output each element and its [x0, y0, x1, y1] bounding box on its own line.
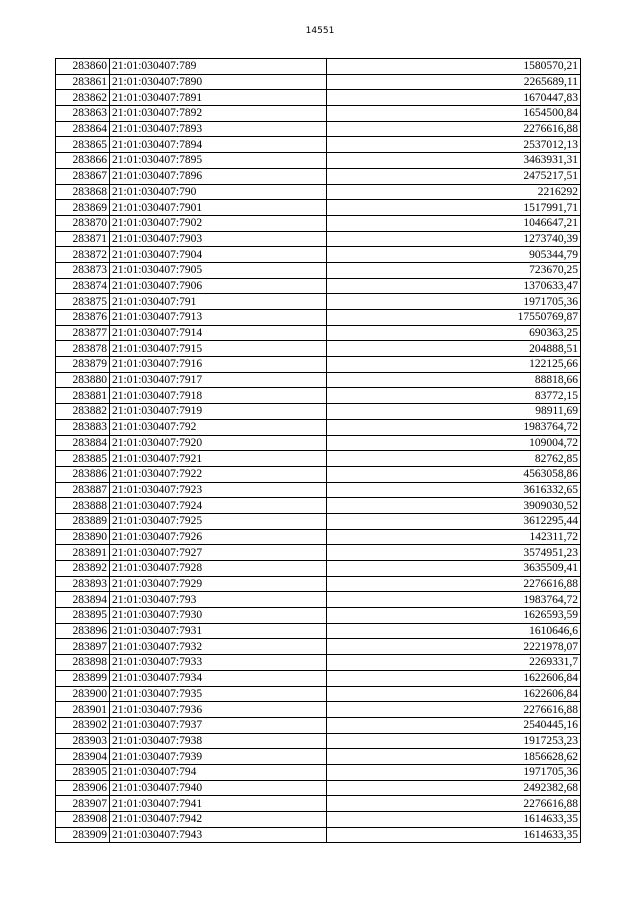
cadastral-value-cell: 1983764,72 [327, 592, 581, 608]
table-row [56, 749, 581, 765]
cadastral-value-cell: 690363,25 [327, 325, 581, 341]
table-row [56, 388, 581, 404]
cadastral-number-cell: 21:01:030407:7917 [110, 372, 327, 388]
cadastral-number-cell: 21:01:030407:7896 [110, 168, 327, 184]
cadastral-number-cell: 21:01:030407:791 [110, 294, 327, 310]
cadastral-number-cell: 21:01:030407:7929 [110, 576, 327, 592]
cadastral-number-cell: 21:01:030407:789 [110, 59, 327, 75]
cadastral-value-table [55, 58, 581, 843]
cadastral-number-cell: 21:01:030407:7933 [110, 655, 327, 671]
cadastral-number-cell: 21:01:030407:7940 [110, 780, 327, 796]
cadastral-number-cell: 21:01:030407:7890 [110, 74, 327, 90]
cadastral-value-cell: 1622606,84 [327, 686, 581, 702]
table-row [56, 670, 581, 686]
row-number-cell: 283861 [56, 74, 110, 90]
cadastral-value-cell: 2537012,13 [327, 137, 581, 153]
cadastral-value-cell: 1046647,21 [327, 215, 581, 231]
row-number-cell: 283890 [56, 529, 110, 545]
row-number-cell: 283887 [56, 482, 110, 498]
cadastral-value-cell: 1273740,39 [327, 231, 581, 247]
row-number-cell: 283864 [56, 121, 110, 137]
cadastral-number-cell: 21:01:030407:7922 [110, 466, 327, 482]
row-number-cell: 283862 [56, 90, 110, 106]
row-number-cell: 283885 [56, 451, 110, 467]
cadastral-number-cell: 21:01:030407:7895 [110, 153, 327, 169]
table-row [56, 90, 581, 106]
row-number-cell: 283896 [56, 623, 110, 639]
row-number-cell: 283901 [56, 702, 110, 718]
row-number-cell: 283867 [56, 168, 110, 184]
cadastral-value-cell: 83772,15 [327, 388, 581, 404]
table-row [56, 168, 581, 184]
row-number-cell: 283871 [56, 231, 110, 247]
table-row [56, 529, 581, 545]
table-row [56, 325, 581, 341]
cadastral-number-cell: 21:01:030407:7926 [110, 529, 327, 545]
table-row [56, 466, 581, 482]
cadastral-value-cell: 3612295,44 [327, 513, 581, 529]
cadastral-number-cell: 21:01:030407:7939 [110, 749, 327, 765]
cadastral-value-cell: 2475217,51 [327, 168, 581, 184]
table-row [56, 702, 581, 718]
row-number-cell: 283879 [56, 357, 110, 373]
cadastral-number-cell: 21:01:030407:7935 [110, 686, 327, 702]
cadastral-number-cell: 21:01:030407:792 [110, 419, 327, 435]
row-number-cell: 283863 [56, 106, 110, 122]
cadastral-number-cell: 21:01:030407:7892 [110, 106, 327, 122]
row-number-cell: 283908 [56, 812, 110, 828]
cadastral-number-cell: 21:01:030407:7938 [110, 733, 327, 749]
cadastral-number-cell: 21:01:030407:7904 [110, 247, 327, 263]
cadastral-value-cell: 1971705,36 [327, 764, 581, 780]
row-number-cell: 283866 [56, 153, 110, 169]
table-row [56, 812, 581, 828]
row-number-cell: 283869 [56, 200, 110, 216]
row-number-cell: 283884 [56, 435, 110, 451]
cadastral-value-cell: 2221978,07 [327, 639, 581, 655]
row-number-cell: 283898 [56, 655, 110, 671]
cadastral-number-cell: 21:01:030407:7928 [110, 561, 327, 577]
cadastral-value-cell: 1983764,72 [327, 419, 581, 435]
row-number-cell: 283894 [56, 592, 110, 608]
cadastral-number-cell: 21:01:030407:7931 [110, 623, 327, 639]
cadastral-value-cell: 723670,25 [327, 262, 581, 278]
cadastral-value-cell: 2269331,7 [327, 655, 581, 671]
row-number-cell: 283875 [56, 294, 110, 310]
table-row [56, 545, 581, 561]
cadastral-number-cell: 21:01:030407:7942 [110, 812, 327, 828]
table-row [56, 372, 581, 388]
cadastral-number-cell: 21:01:030407:7923 [110, 482, 327, 498]
cadastral-number-cell: 21:01:030407:7918 [110, 388, 327, 404]
cadastral-value-cell: 3574951,23 [327, 545, 581, 561]
cadastral-number-cell: 21:01:030407:7893 [110, 121, 327, 137]
table-row [56, 561, 581, 577]
cadastral-number-cell: 21:01:030407:7925 [110, 513, 327, 529]
table-row [56, 200, 581, 216]
cadastral-value-cell: 1971705,36 [327, 294, 581, 310]
table-row [56, 419, 581, 435]
table-row [56, 764, 581, 780]
table-row [56, 106, 581, 122]
cadastral-value-cell: 1654500,84 [327, 106, 581, 122]
table-row [56, 608, 581, 624]
cadastral-number-cell: 21:01:030407:793 [110, 592, 327, 608]
cadastral-number-cell: 21:01:030407:7903 [110, 231, 327, 247]
row-number-cell: 283873 [56, 262, 110, 278]
row-number-cell: 283889 [56, 513, 110, 529]
row-number-cell: 283905 [56, 764, 110, 780]
table-row [56, 451, 581, 467]
cadastral-value-cell: 82762,85 [327, 451, 581, 467]
row-number-cell: 283893 [56, 576, 110, 592]
cadastral-value-cell: 204888,51 [327, 341, 581, 357]
row-number-cell: 283904 [56, 749, 110, 765]
row-number-cell: 283900 [56, 686, 110, 702]
cadastral-number-cell: 21:01:030407:7927 [110, 545, 327, 561]
cadastral-number-cell: 21:01:030407:790 [110, 184, 327, 200]
row-number-cell: 283899 [56, 670, 110, 686]
cadastral-number-cell: 21:01:030407:7905 [110, 262, 327, 278]
cadastral-number-cell: 21:01:030407:7906 [110, 278, 327, 294]
row-number-cell: 283886 [56, 466, 110, 482]
cadastral-value-cell: 2265689,11 [327, 74, 581, 90]
row-number-cell: 283902 [56, 717, 110, 733]
row-number-cell: 283895 [56, 608, 110, 624]
table-row [56, 74, 581, 90]
table-row [56, 137, 581, 153]
cadastral-number-cell: 21:01:030407:7913 [110, 310, 327, 326]
row-number-cell: 283876 [56, 310, 110, 326]
cadastral-number-cell: 21:01:030407:7891 [110, 90, 327, 106]
cadastral-number-cell: 21:01:030407:7921 [110, 451, 327, 467]
cadastral-value-cell: 3463931,31 [327, 153, 581, 169]
cadastral-value-cell: 4563058,86 [327, 466, 581, 482]
cadastral-value-cell: 1517991,71 [327, 200, 581, 216]
cadastral-value-cell: 2492382,68 [327, 780, 581, 796]
cadastral-value-cell: 1580570,21 [327, 59, 581, 75]
cadastral-value-cell: 17550769,87 [327, 310, 581, 326]
cadastral-value-cell: 1626593,59 [327, 608, 581, 624]
table-row [56, 686, 581, 702]
table-row [56, 498, 581, 514]
table-row [56, 231, 581, 247]
row-number-cell: 283892 [56, 561, 110, 577]
cadastral-value-cell: 3909030,52 [327, 498, 581, 514]
row-number-cell: 283907 [56, 796, 110, 812]
cadastral-value-cell: 2276616,88 [327, 796, 581, 812]
table-row [56, 404, 581, 420]
row-number-cell: 283897 [56, 639, 110, 655]
cadastral-value-cell: 3635509,41 [327, 561, 581, 577]
cadastral-value-cell: 3616332,65 [327, 482, 581, 498]
table-row [56, 59, 581, 75]
table-row [56, 796, 581, 812]
cadastral-value-cell: 905344,79 [327, 247, 581, 263]
table-row [56, 639, 581, 655]
cadastral-value-cell: 1917253,23 [327, 733, 581, 749]
cadastral-value-cell: 98911,69 [327, 404, 581, 420]
cadastral-value-cell: 109004,72 [327, 435, 581, 451]
table-row [56, 341, 581, 357]
cadastral-number-cell: 21:01:030407:7914 [110, 325, 327, 341]
cadastral-value-cell: 1614633,35 [327, 812, 581, 828]
row-number-cell: 283870 [56, 215, 110, 231]
cadastral-value-cell: 1622606,84 [327, 670, 581, 686]
cadastral-value-cell: 1856628,62 [327, 749, 581, 765]
cadastral-number-cell: 21:01:030407:7901 [110, 200, 327, 216]
cadastral-value-cell: 1670447,83 [327, 90, 581, 106]
cadastral-value-cell: 88818,66 [327, 372, 581, 388]
page-number: 14551 [305, 26, 335, 36]
cadastral-number-cell: 21:01:030407:794 [110, 764, 327, 780]
row-number-cell: 283881 [56, 388, 110, 404]
row-number-cell: 283874 [56, 278, 110, 294]
table-row [56, 294, 581, 310]
cadastral-number-cell: 21:01:030407:7916 [110, 357, 327, 373]
table-row [56, 278, 581, 294]
table-row [56, 215, 581, 231]
table-row [56, 623, 581, 639]
table-row [56, 435, 581, 451]
table-row [56, 121, 581, 137]
cadastral-number-cell: 21:01:030407:7919 [110, 404, 327, 420]
table-row [56, 827, 581, 843]
row-number-cell: 283891 [56, 545, 110, 561]
table-row [56, 592, 581, 608]
cadastral-value-cell: 2276616,88 [327, 121, 581, 137]
row-number-cell: 283868 [56, 184, 110, 200]
cadastral-number-cell: 21:01:030407:7936 [110, 702, 327, 718]
cadastral-number-cell: 21:01:030407:7941 [110, 796, 327, 812]
table-row [56, 576, 581, 592]
cadastral-value-cell: 2540445,16 [327, 717, 581, 733]
row-number-cell: 283882 [56, 404, 110, 420]
table-row [56, 184, 581, 200]
cadastral-value-cell: 2216292 [327, 184, 581, 200]
cadastral-value-cell: 2276616,88 [327, 576, 581, 592]
cadastral-number-cell: 21:01:030407:7934 [110, 670, 327, 686]
table-row [56, 247, 581, 263]
cadastral-value-cell: 122125,66 [327, 357, 581, 373]
cadastral-number-cell: 21:01:030407:7924 [110, 498, 327, 514]
table-row [56, 655, 581, 671]
row-number-cell: 283909 [56, 827, 110, 843]
cadastral-number-cell: 21:01:030407:7943 [110, 827, 327, 843]
row-number-cell: 283878 [56, 341, 110, 357]
row-number-cell: 283888 [56, 498, 110, 514]
row-number-cell: 283903 [56, 733, 110, 749]
cadastral-number-cell: 21:01:030407:7932 [110, 639, 327, 655]
table-row [56, 780, 581, 796]
row-number-cell: 283865 [56, 137, 110, 153]
table-body [56, 59, 581, 843]
cadastral-value-cell: 1614633,35 [327, 827, 581, 843]
cadastral-number-cell: 21:01:030407:7920 [110, 435, 327, 451]
cadastral-number-cell: 21:01:030407:7894 [110, 137, 327, 153]
row-number-cell: 283877 [56, 325, 110, 341]
cadastral-number-cell: 21:01:030407:7937 [110, 717, 327, 733]
table-row [56, 262, 581, 278]
cadastral-value-cell: 1610646,6 [327, 623, 581, 639]
row-number-cell: 283860 [56, 59, 110, 75]
table-row [56, 357, 581, 373]
table-row [56, 717, 581, 733]
cadastral-value-cell: 142311,72 [327, 529, 581, 545]
table-row [56, 482, 581, 498]
row-number-cell: 283906 [56, 780, 110, 796]
cadastral-number-cell: 21:01:030407:7915 [110, 341, 327, 357]
table-row [56, 310, 581, 326]
table-row [56, 153, 581, 169]
row-number-cell: 283880 [56, 372, 110, 388]
cadastral-value-cell: 1370633,47 [327, 278, 581, 294]
row-number-cell: 283883 [56, 419, 110, 435]
table-row [56, 733, 581, 749]
row-number-cell: 283872 [56, 247, 110, 263]
cadastral-number-cell: 21:01:030407:7902 [110, 215, 327, 231]
table-row [56, 513, 581, 529]
cadastral-value-cell: 2276616,88 [327, 702, 581, 718]
cadastral-number-cell: 21:01:030407:7930 [110, 608, 327, 624]
